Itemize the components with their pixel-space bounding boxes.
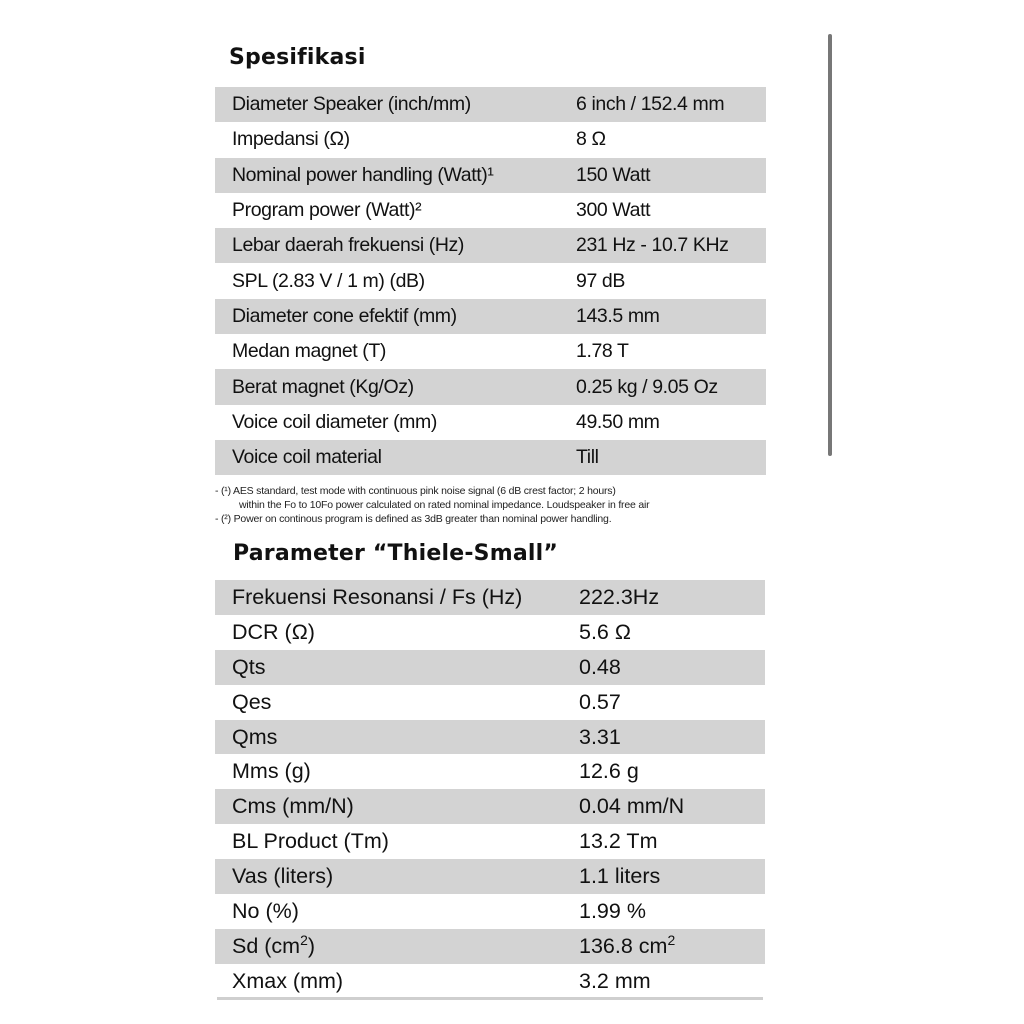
row-label: DCR (Ω) bbox=[232, 619, 315, 644]
table-row bbox=[215, 754, 765, 789]
table-row bbox=[215, 369, 766, 404]
row-value: 5.6 Ω bbox=[579, 619, 631, 644]
row-value: 231 Hz - 10.7 KHz bbox=[576, 234, 729, 257]
table-row bbox=[215, 615, 765, 650]
table-row bbox=[215, 334, 766, 369]
row-value: 300 Watt bbox=[576, 199, 651, 222]
row-label bbox=[215, 931, 562, 959]
row-label: Qes bbox=[232, 689, 272, 714]
spesifikasi-table bbox=[215, 87, 766, 475]
row-value: 1.78 T bbox=[576, 340, 629, 363]
row-label-tail: ) bbox=[307, 933, 316, 958]
table-row bbox=[215, 87, 766, 122]
table-row bbox=[215, 720, 765, 755]
row-label: Xmax (mm) bbox=[232, 968, 344, 993]
thiele-small-table bbox=[215, 580, 765, 999]
table-row bbox=[215, 405, 766, 440]
row-label: Qts bbox=[232, 654, 266, 679]
row-value: 6 inch / 152.4 mm bbox=[576, 93, 725, 116]
row-value: 143.5 mm bbox=[576, 304, 660, 327]
table-row bbox=[215, 894, 765, 929]
row-value-text: 136.8 cm bbox=[579, 933, 668, 958]
row-label: Berat magnet (Kg/Oz) bbox=[232, 375, 414, 398]
row-label: Diameter cone efektif (mm) bbox=[232, 304, 457, 327]
row-label: Lebar daerah frekuensi (Hz) bbox=[232, 234, 464, 257]
table-row bbox=[215, 228, 766, 263]
row-value: Till bbox=[576, 446, 599, 469]
table-row bbox=[215, 789, 765, 824]
table-bottom-divider bbox=[217, 997, 763, 1000]
row-label: Nominal power handling (Watt)¹ bbox=[232, 163, 494, 186]
footnote-1-continued: within the Fo to 10Fo power calculated on rated nominal impedance. Loudspeaker in free air bbox=[239, 499, 650, 511]
footnotes bbox=[215, 484, 775, 526]
row-value: 49.50 mm bbox=[576, 410, 660, 433]
row-value: 13.2 Tm bbox=[579, 829, 658, 854]
row-label: Program power (Watt)² bbox=[232, 199, 422, 222]
row-label: Impedansi (Ω) bbox=[232, 128, 350, 151]
footnote-2: - (²) Power on continous program is defined as 3dB greater than nominal power handling. bbox=[215, 513, 612, 525]
row-value-superscript: 2 bbox=[667, 931, 676, 948]
row-value: 0.25 kg / 9.05 Oz bbox=[576, 375, 718, 398]
table-row bbox=[215, 122, 766, 157]
row-value: 1.99 % bbox=[579, 898, 646, 923]
table-row bbox=[215, 929, 765, 964]
row-label: Voice coil material bbox=[232, 446, 382, 469]
row-label: Medan magnet (T) bbox=[232, 340, 386, 363]
row-value: 8 Ω bbox=[576, 128, 606, 151]
table-row bbox=[215, 964, 765, 999]
row-value: 0.04 mm/N bbox=[579, 794, 685, 819]
table-row bbox=[215, 299, 766, 334]
row-label: No (%) bbox=[232, 898, 299, 923]
table-row bbox=[215, 824, 765, 859]
table-row bbox=[215, 580, 765, 615]
table-row bbox=[215, 685, 765, 720]
row-value: 0.57 bbox=[579, 689, 621, 714]
spesifikasi-title: Spesifikasi bbox=[229, 45, 366, 70]
table-row bbox=[215, 650, 765, 685]
row-label: Cms (mm/N) bbox=[232, 794, 354, 819]
table-row bbox=[215, 263, 766, 298]
row-label: Mms (g) bbox=[232, 759, 311, 784]
table-row bbox=[215, 859, 765, 894]
row-label: SPL (2.83 V / 1 m) (dB) bbox=[232, 269, 425, 292]
row-label: Vas (liters) bbox=[232, 864, 334, 889]
row-value: 150 Watt bbox=[576, 163, 651, 186]
row-value: 222.3Hz bbox=[579, 584, 660, 609]
row-label-text: Sd (cm bbox=[232, 933, 301, 958]
row-label: Qms bbox=[232, 724, 278, 749]
row-value: 12.6 g bbox=[579, 759, 639, 784]
table-row bbox=[215, 158, 766, 193]
row-value: 3.31 bbox=[579, 724, 621, 749]
row-label: Diameter Speaker (inch/mm) bbox=[232, 93, 471, 116]
table-row bbox=[215, 440, 766, 475]
row-value: 97 dB bbox=[576, 269, 625, 292]
row-label: Voice coil diameter (mm) bbox=[232, 410, 437, 433]
row-value: 0.48 bbox=[579, 654, 621, 679]
row-label: BL Product (Tm) bbox=[232, 829, 389, 854]
scrollbar[interactable] bbox=[828, 34, 832, 456]
footnote-1: - (¹) AES standard, test mode with continuous pink noise signal (6 dB crest factor; 2 hours) bbox=[215, 485, 616, 497]
thiele-small-title: Parameter “Thiele-Small” bbox=[233, 541, 559, 566]
row-label-superscript: 2 bbox=[300, 931, 308, 948]
row-value: 3.2 mm bbox=[579, 968, 651, 993]
row-value: 1.1 liters bbox=[579, 864, 661, 889]
row-label: Frekuensi Resonansi / Fs (Hz) bbox=[232, 584, 523, 609]
table-row bbox=[215, 193, 766, 228]
row-value bbox=[562, 931, 676, 959]
